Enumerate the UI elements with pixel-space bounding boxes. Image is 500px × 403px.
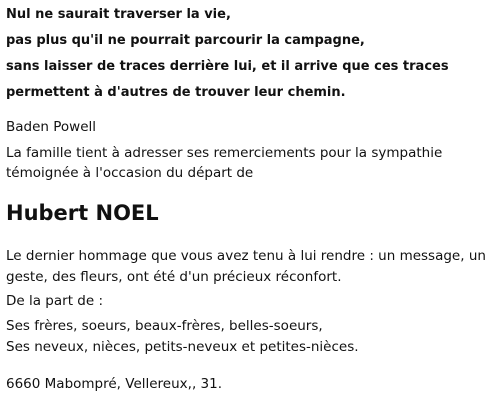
quote-block: [6, 2, 449, 106]
thanks-line: témoignée à l'occasion du départ de: [6, 165, 254, 181]
from-label: De la part de :: [6, 293, 103, 309]
quote-line: pas plus qu'il ne pourrait parcourir la campagne,: [6, 33, 365, 48]
quote-line: sans laisser de traces derrière lui, et il arrive que ces traces: [6, 59, 449, 74]
thanks-line: La famille tient à adresser ses remerciements pour la sympathie: [6, 145, 443, 161]
family-line: Ses frères, soeurs, beaux-frères, belles-soeurs,: [6, 318, 323, 334]
quote-author: Baden Powell: [6, 119, 97, 135]
message-line: Le dernier hommage que vous avez tenu à lui rendre : un message, un: [6, 248, 486, 264]
quote-line: permettent à d'autres de trouver leur chemin.: [6, 85, 346, 100]
address: 6660 Mabompré, Vellereux,, 31.: [6, 376, 223, 392]
quote-line: Nul ne saurait traverser la vie,: [6, 7, 231, 22]
deceased-name: Hubert NOEL: [6, 201, 159, 225]
family-line: Ses neveux, nièces, petits-neveux et petites-nièces.: [6, 339, 359, 355]
message-line: geste, des fleurs, ont été d'un précieux réconfort.: [6, 269, 342, 285]
